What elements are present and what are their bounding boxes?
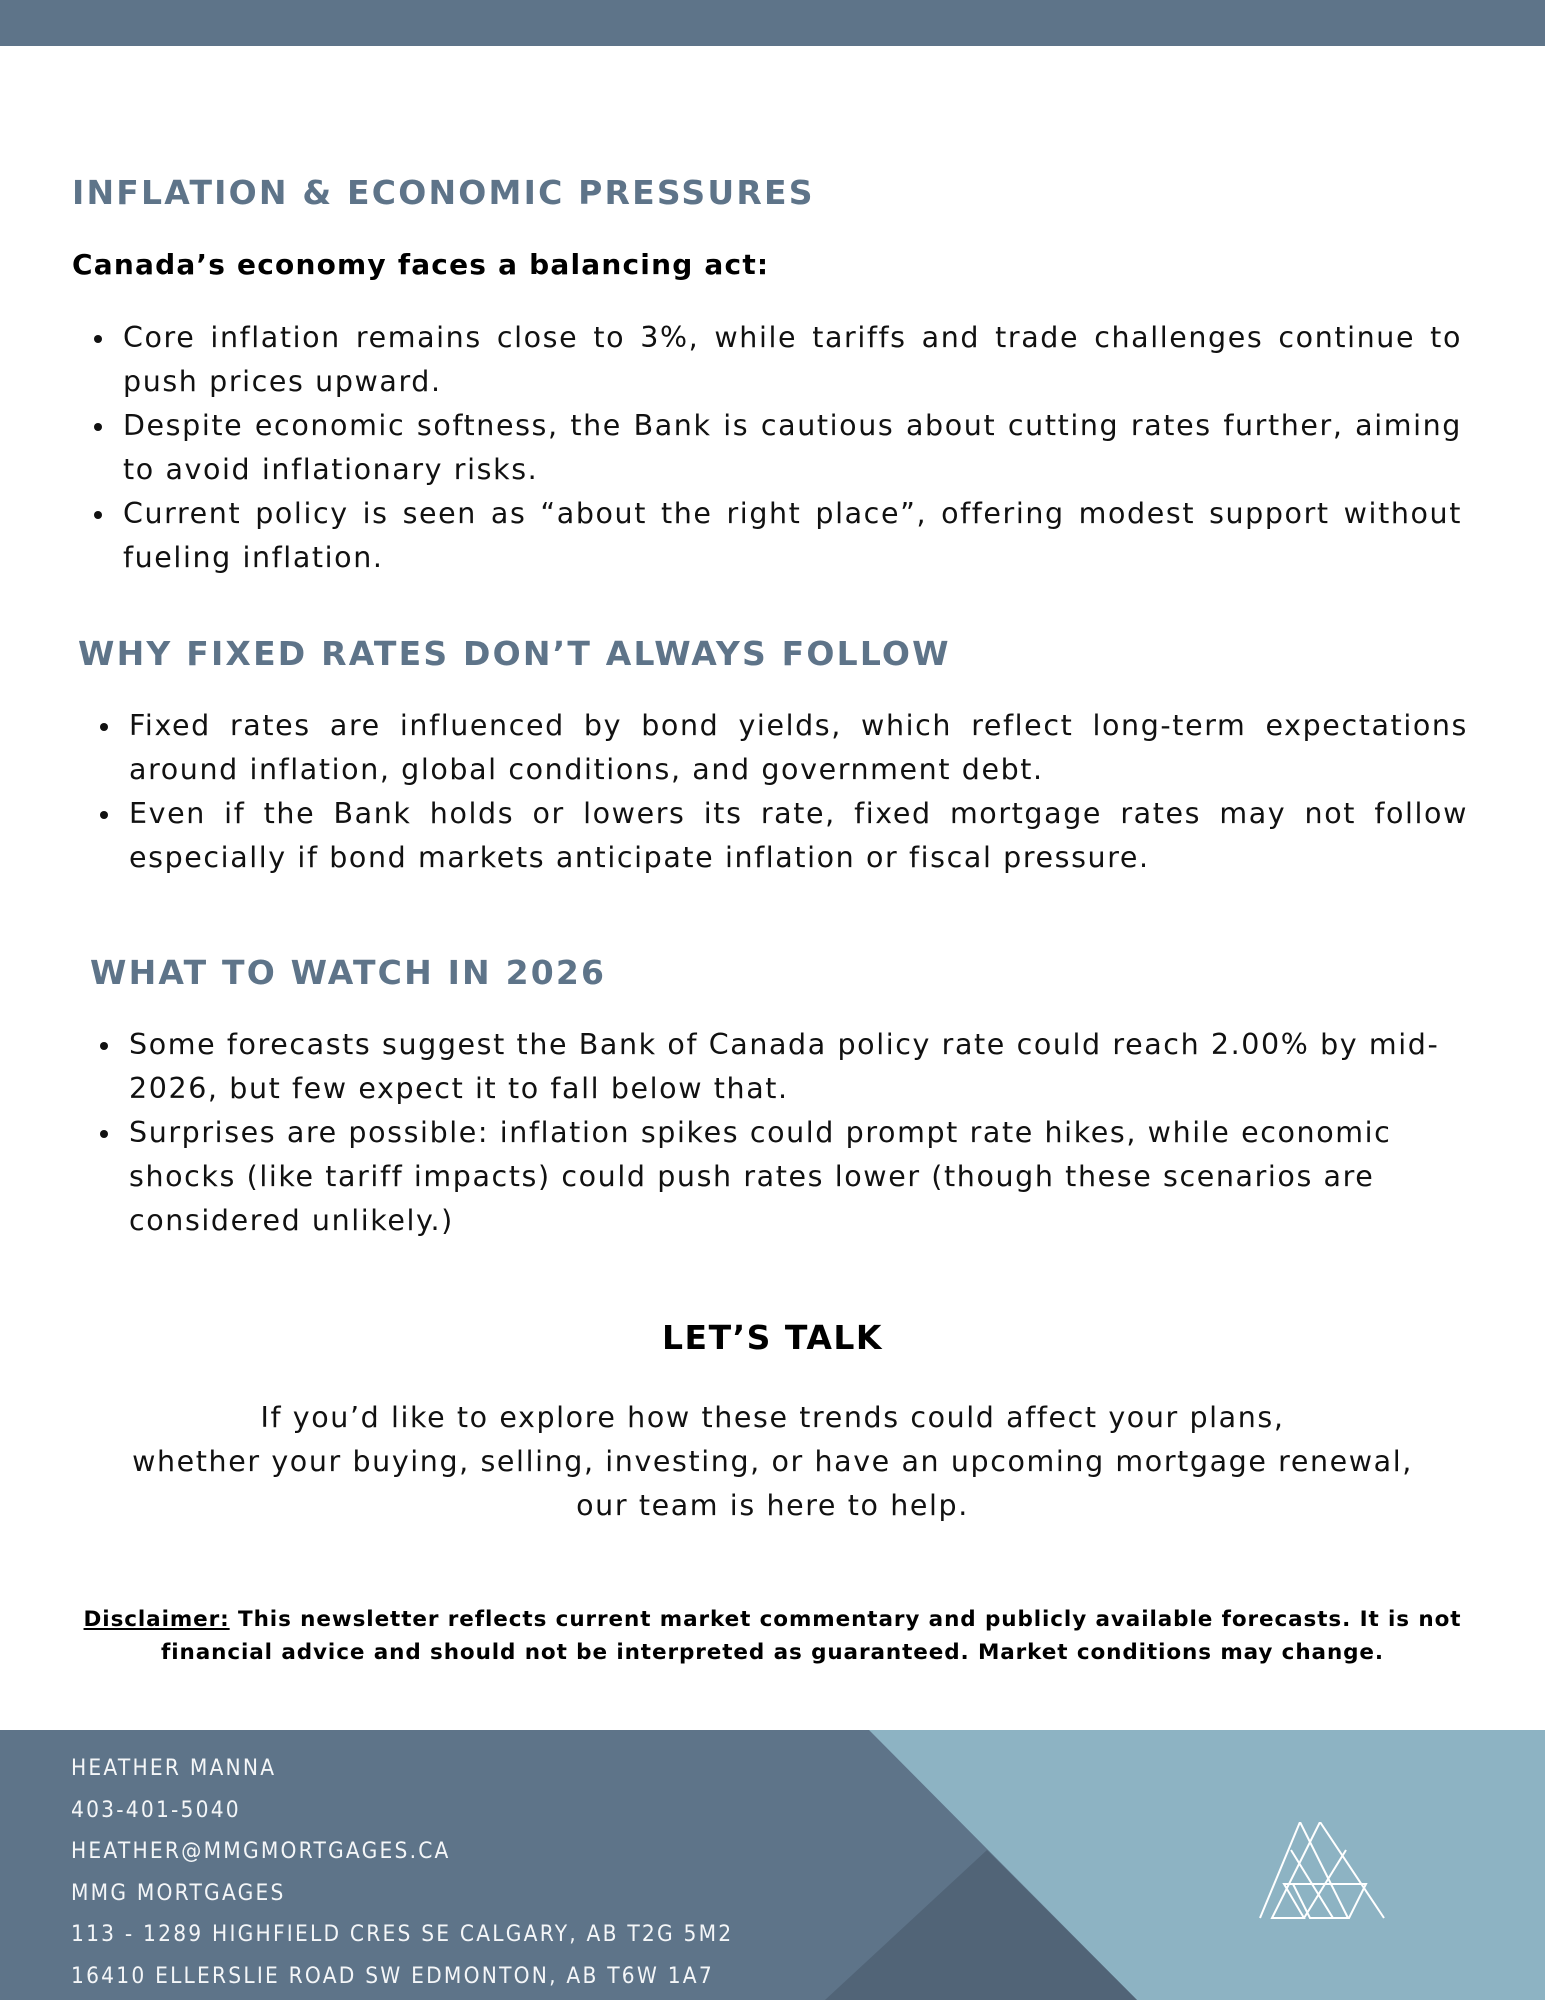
list-item: Despite economic softness, the Bank is cautious about cutting rates further, aiming to avoid inflationary risks. [72, 404, 1462, 492]
list-item: Core inflation remains close to 3%, while tariffs and trade challenges continue to push prices upward. [72, 316, 1462, 404]
bullet-list-fixed-rates [78, 704, 1468, 880]
bullet-icon [94, 511, 102, 519]
list-item: Current policy is seen as “about the right place”, offering modest support without fueling inflation. [72, 492, 1462, 580]
contact-address-calgary: 113 - 1289 HIGHFIELD CRES SE CALGARY, AB T2G 5M2 [71, 1922, 734, 1948]
section-heading-inflation: INFLATION & ECONOMIC PRESSURES [72, 173, 815, 212]
lets-talk-body [0, 1396, 1545, 1528]
lets-talk-line: If you’d like to explore how these trends could affect your plans, [260, 1401, 1285, 1434]
section-heading-fixed-rates: WHY FIXED RATES DON’T ALWAYS FOLLOW [78, 634, 951, 673]
bullet-list-inflation [72, 316, 1462, 580]
lets-talk-title: LET’S TALK [662, 1318, 883, 1357]
list-item: Fixed rates are influenced by bond yields, which reflect long-term expectations around inflation, global conditions, and government debt. [78, 704, 1468, 792]
bullet-icon [94, 335, 102, 343]
contact-name: HEATHER MANNA [71, 1756, 277, 1781]
contact-company: MMG MORTGAGES [71, 1880, 286, 1906]
list-item: Surprises are possible: inflation spikes could prompt rate hikes, while economic shocks (like tariff impacts) could push rates lower (though these scenarios are considered unlikely.) [78, 1111, 1468, 1243]
disclaimer-label: Disclaimer: [83, 1607, 230, 1632]
bullet-icon [100, 1042, 108, 1050]
contact-address-edmonton: 16410 ELLERSLIE ROAD SW EDMONTON, AB T6W 1A7 [71, 1963, 714, 1989]
section-heading-2026: WHAT TO WATCH IN 2026 [90, 953, 607, 992]
disclaimer [80, 1603, 1465, 1669]
list-item: Some forecasts suggest the Bank of Canada policy rate could reach 2.00% by mid-2026, but few expect it to fall below that. [78, 1023, 1468, 1111]
lets-talk-line: whether your buying, selling, investing, or have an upcoming mortgage renewal, [132, 1445, 1413, 1478]
bullet-icon [100, 811, 108, 819]
contact-email[interactable]: HEATHER@MMGMORTGAGES.CA [71, 1839, 451, 1865]
bullet-icon [100, 1130, 108, 1138]
lets-talk-line: our team is here to help. [576, 1489, 969, 1522]
contact-info [71, 1748, 791, 1998]
disclaimer-text: This newsletter reflects current market commentary and publicly available forecasts. It is not financial advice and should not be interpreted as guaranteed. Market conditions may change. [161, 1607, 1462, 1665]
bullet-icon [94, 423, 102, 431]
top-banner [0, 0, 1545, 46]
footer [0, 1730, 1545, 2000]
triangles-logo-icon [1246, 1822, 1391, 1932]
bullet-list-2026 [78, 1023, 1468, 1243]
section-lead: Canada’s economy faces a balancing act: [72, 248, 770, 281]
list-item: Even if the Bank holds or lowers its rate, fixed mortgage rates may not follow especially if bond markets anticipate inflation or fiscal pressure. [78, 792, 1468, 880]
contact-phone[interactable]: 403-401-5040 [71, 1797, 241, 1823]
bullet-icon [100, 723, 108, 731]
